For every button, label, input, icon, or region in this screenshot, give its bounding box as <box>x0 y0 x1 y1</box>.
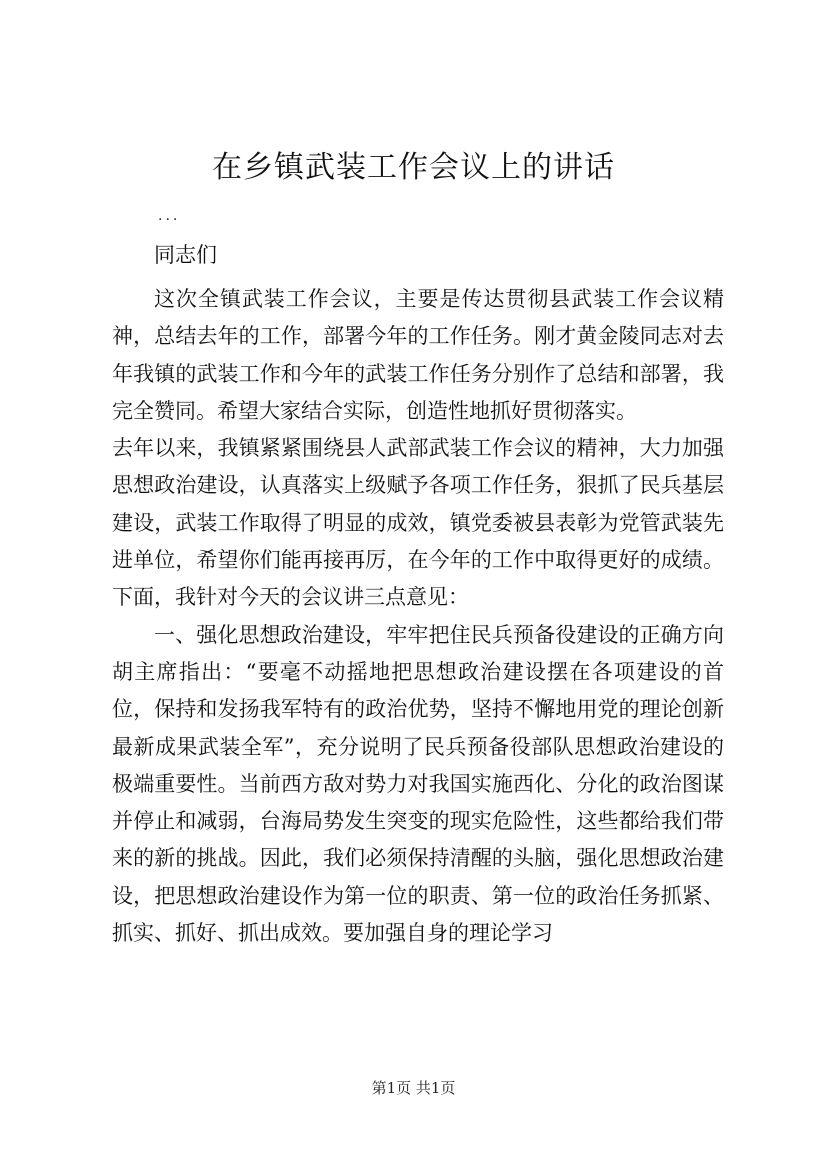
document-body <box>112 281 724 952</box>
paragraph-review: 去年以来，我镇紧紧围绕县人武部武装工作会议的精神，大力加强思想政治建设，认真落实上级赋予各项工作任务，狠抓了民兵基层建设，武装工作取得了明显的成效，镇党委被县表彰为党管武装先进单位，希望你们能再接再厉，在今年的工作中取得更好的成绩。下面，我针对今天的会议讲三点意见： <box>112 436 724 610</box>
greeting: 同志们 <box>154 243 217 267</box>
ellipsis-marker: ... <box>158 208 181 224</box>
paragraph-point-one: 一、强化思想政治建设，牢牢把住民兵预备役建设的正确方向胡主席指出：“要毫不动摇地把思想政治建设摆在各项建设的首位，保持和发扬我军特有的政治优势，坚持不懈地用党的理论创新最新成果武装全军”，充分说明了民兵预备役部队思想政治建设的极端重要性。当前西方敌对势力对我国实施西化、分化的政治图谋并停止和减弱，台海局势发生突变的现实危险性，这些都给我们带来的新的挑战。因此，我们必须保持清醒的头脑，强化思想政治建设，把思想政治建设作为第一位的职责、第一位的政治任务抓紧、抓实、抓好、抓出成效。要加强自身的理论学习 <box>112 622 724 946</box>
paragraph-intro: 这次全镇武装工作会议，主要是传达贯彻县武装工作会议精神，总结去年的工作，部署今年的工作任务。刚才黄金陵同志对去年我镇的武装工作和今年的武装工作任务分别作了总结和部署，我完全赞同。希望大家结合实际，创造性地抓好贯彻落实。 <box>112 287 724 423</box>
document-title: 在乡镇武装工作会议上的讲话 <box>212 150 615 185</box>
page-footer: 第1页 共1页 <box>371 1079 456 1097</box>
